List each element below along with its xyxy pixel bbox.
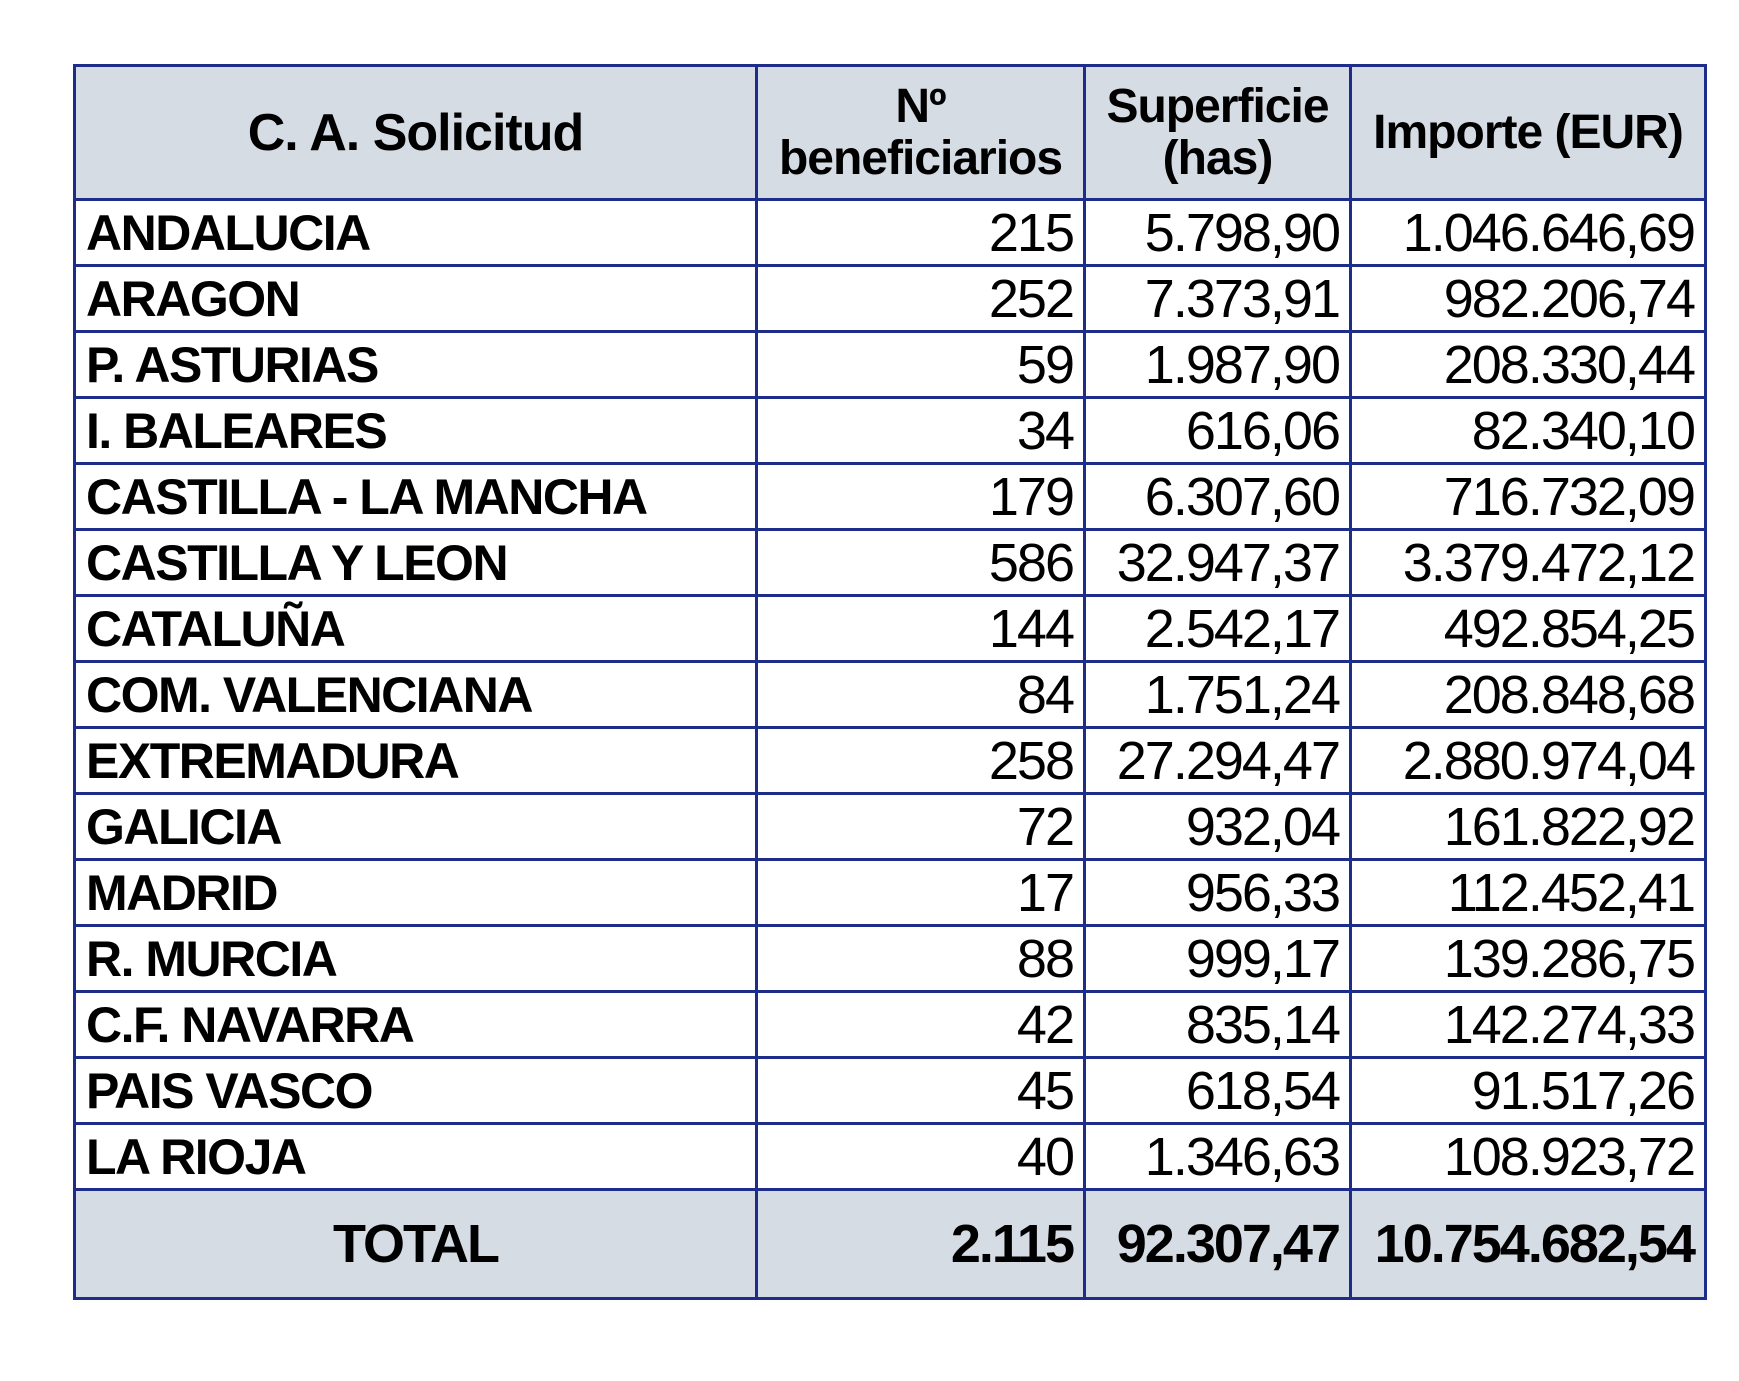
cell-area: 1.346,63 [1085,1124,1351,1190]
cell-amount: 108.923,72 [1351,1124,1706,1190]
cell-area: 999,17 [1085,926,1351,992]
table-row [75,398,1706,464]
cell-amount: 139.286,75 [1351,926,1706,992]
header-area [1085,66,1351,200]
cell-beneficiaries: 88 [757,926,1085,992]
cell-amount: 142.274,33 [1351,992,1706,1058]
cell-beneficiaries: 84 [757,662,1085,728]
table-row [75,860,1706,926]
cell-beneficiaries: 45 [757,1058,1085,1124]
cell-area: 616,06 [1085,398,1351,464]
cell-amount: 716.732,09 [1351,464,1706,530]
cell-region: ARAGON [75,266,757,332]
cell-amount: 91.517,26 [1351,1058,1706,1124]
header-beneficiaries-line1: Nº [895,79,946,133]
cell-region: PAIS VASCO [75,1058,757,1124]
cell-beneficiaries: 42 [757,992,1085,1058]
cell-region: GALICIA [75,794,757,860]
cell-region: P. ASTURIAS [75,332,757,398]
table-body [75,200,1706,1190]
cell-beneficiaries: 40 [757,1124,1085,1190]
cell-amount: 208.848,68 [1351,662,1706,728]
table-container [73,64,1704,1300]
cell-region: R. MURCIA [75,926,757,992]
cell-region: C.F. NAVARRA [75,992,757,1058]
header-beneficiaries-line2: beneficiarios [778,131,1063,185]
cell-amount: 3.379.472,12 [1351,530,1706,596]
table-row [75,1124,1706,1190]
cell-region: CASTILLA - LA MANCHA [75,464,757,530]
table-row [75,266,1706,332]
table-row [75,728,1706,794]
header-beneficiaries [757,66,1085,200]
table-row [75,332,1706,398]
cell-region: MADRID [75,860,757,926]
cell-amount: 2.880.974,04 [1351,728,1706,794]
cell-region: ANDALUCIA [75,200,757,266]
table-row [75,1058,1706,1124]
cell-region: I. BALEARES [75,398,757,464]
cell-beneficiaries: 72 [757,794,1085,860]
cell-beneficiaries: 59 [757,332,1085,398]
cell-area: 932,04 [1085,794,1351,860]
cell-area: 835,14 [1085,992,1351,1058]
header-area-line2: (has) [1162,131,1273,185]
cell-beneficiaries: 179 [757,464,1085,530]
cell-amount: 982.206,74 [1351,266,1706,332]
cell-beneficiaries: 144 [757,596,1085,662]
cell-beneficiaries: 215 [757,200,1085,266]
cell-beneficiaries: 34 [757,398,1085,464]
header-region: C. A. Solicitud [75,66,757,200]
cell-region: EXTREMADURA [75,728,757,794]
total-beneficiaries: 2.115 [757,1190,1085,1299]
cell-area: 5.798,90 [1085,200,1351,266]
total-area: 92.307,47 [1085,1190,1351,1299]
cell-amount: 161.822,92 [1351,794,1706,860]
cell-area: 1.987,90 [1085,332,1351,398]
cell-region: CASTILLA Y LEON [75,530,757,596]
total-amount: 10.754.682,54 [1351,1190,1706,1299]
table-row [75,200,1706,266]
table-row [75,794,1706,860]
cell-amount: 82.340,10 [1351,398,1706,464]
cell-area: 6.307,60 [1085,464,1351,530]
cell-area: 32.947,37 [1085,530,1351,596]
cell-beneficiaries: 586 [757,530,1085,596]
cell-region: COM. VALENCIANA [75,662,757,728]
cell-area: 2.542,17 [1085,596,1351,662]
header-amount: Importe (EUR) [1351,66,1706,200]
cell-area: 7.373,91 [1085,266,1351,332]
cell-amount: 112.452,41 [1351,860,1706,926]
table-row [75,992,1706,1058]
total-label: TOTAL [75,1190,757,1299]
cell-amount: 208.330,44 [1351,332,1706,398]
cell-area: 618,54 [1085,1058,1351,1124]
cell-amount: 492.854,25 [1351,596,1706,662]
cell-amount: 1.046.646,69 [1351,200,1706,266]
total-row [75,1190,1706,1299]
cell-beneficiaries: 258 [757,728,1085,794]
table-row [75,464,1706,530]
cell-beneficiaries: 252 [757,266,1085,332]
header-area-line1: Superficie [1106,79,1329,133]
cell-area: 1.751,24 [1085,662,1351,728]
table-row [75,530,1706,596]
cell-area: 27.294,47 [1085,728,1351,794]
cell-area: 956,33 [1085,860,1351,926]
subsidy-table [73,64,1707,1300]
cell-beneficiaries: 17 [757,860,1085,926]
header-row [75,66,1706,200]
table-row [75,662,1706,728]
cell-region: CATALUÑA [75,596,757,662]
cell-region: LA RIOJA [75,1124,757,1190]
table-row [75,926,1706,992]
table-row [75,596,1706,662]
